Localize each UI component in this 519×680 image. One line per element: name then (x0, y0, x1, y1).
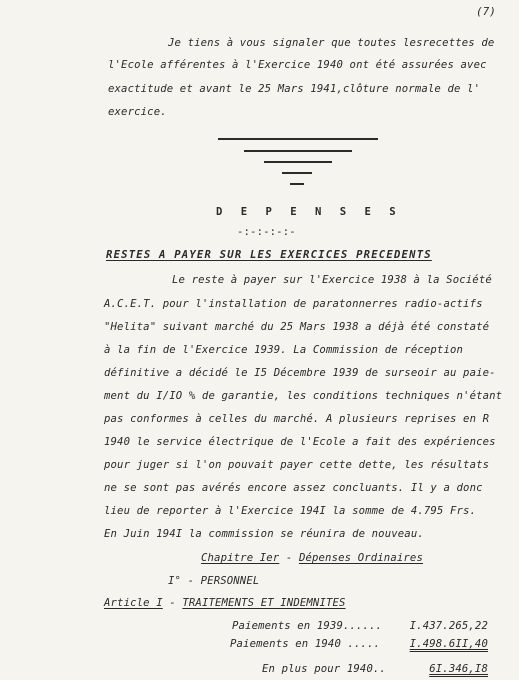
body-line: à la fin de l'Exercice 1939. La Commission de réception (104, 344, 464, 356)
body-line: "Helita" suivant marché du 25 Mars 1938 a déjà été constaté (104, 321, 490, 333)
separator-rule (264, 161, 332, 163)
total-amount: 6I.346,I8 (429, 663, 488, 675)
body-line: pas conformes à celles du marché. A plusieurs reprises en R (104, 413, 490, 425)
intro-line: exactitude et avant le 25 Mars 1941,clôture normale de l' (108, 83, 481, 95)
page-number: (7) (476, 5, 496, 18)
chapter-title: Dépenses Ordinaires (298, 552, 423, 564)
payment-amount: I.498.6II,40 (409, 638, 488, 650)
separator-rule (218, 138, 378, 140)
chapter-label: Chapitre Ier (201, 552, 280, 564)
article-dash: - (169, 597, 176, 609)
section-title: RESTES A PAYER SUR LES EXERCICES PRECEDENTS (106, 249, 432, 261)
intro-line: Je tiens à vous signaler que toutes lesrecettes de (168, 37, 495, 49)
total-label: En plus pour 1940.. (262, 663, 387, 675)
section-heading: D E P E N S E S (216, 206, 402, 218)
payment-label: Paiements en 1940 ..... (230, 638, 381, 650)
article-line (104, 597, 346, 610)
intro-line: l'Ecole afférentes à l'Exercice 1940 ont été assurées avec (108, 59, 487, 71)
payment-amount: I.437.265,22 (409, 620, 488, 632)
separator-rule (244, 150, 352, 152)
body-line: lieu de reporter à l'Exercice 194I la somme de 4.795 Frs. (104, 505, 477, 517)
chapter-dash: - (285, 552, 293, 564)
article-label: Article I (104, 597, 163, 609)
chapter-line (201, 552, 423, 565)
separator-rule (290, 183, 304, 185)
payment-label: Paiements en 1939...... (232, 620, 383, 632)
intro-line: exercice. (108, 106, 167, 118)
article-title: TRAITEMENTS ET INDEMNITES (182, 597, 346, 609)
body-line: ment du I/IO % de garantie, les conditions techniques n'étant (104, 390, 503, 402)
body-line: définitive a décidé le I5 Décembre 1939 de surseoir au paie- (104, 367, 496, 379)
body-line: pour juger si l'on pouvait payer cette dette, les résultats (104, 459, 490, 471)
subsection-title: I° - PERSONNEL (168, 575, 260, 587)
body-line: ne se sont pas avérés encore assez concluants. Il y a donc (104, 482, 483, 494)
heading-ornament: -:-:-:-:- (237, 226, 296, 238)
body-line: Le reste à payer sur l'Exercice 1938 à la Société (172, 274, 492, 286)
separator-rule (282, 172, 312, 174)
body-line: 1940 le service électrique de l'Ecole a fait des expériences (104, 436, 496, 448)
body-line: En Juin 194I la commission se réunira de nouveau. (104, 528, 424, 540)
body-line: A.C.E.T. pour l'installation de paratonnerres radio-actifs (104, 298, 483, 310)
